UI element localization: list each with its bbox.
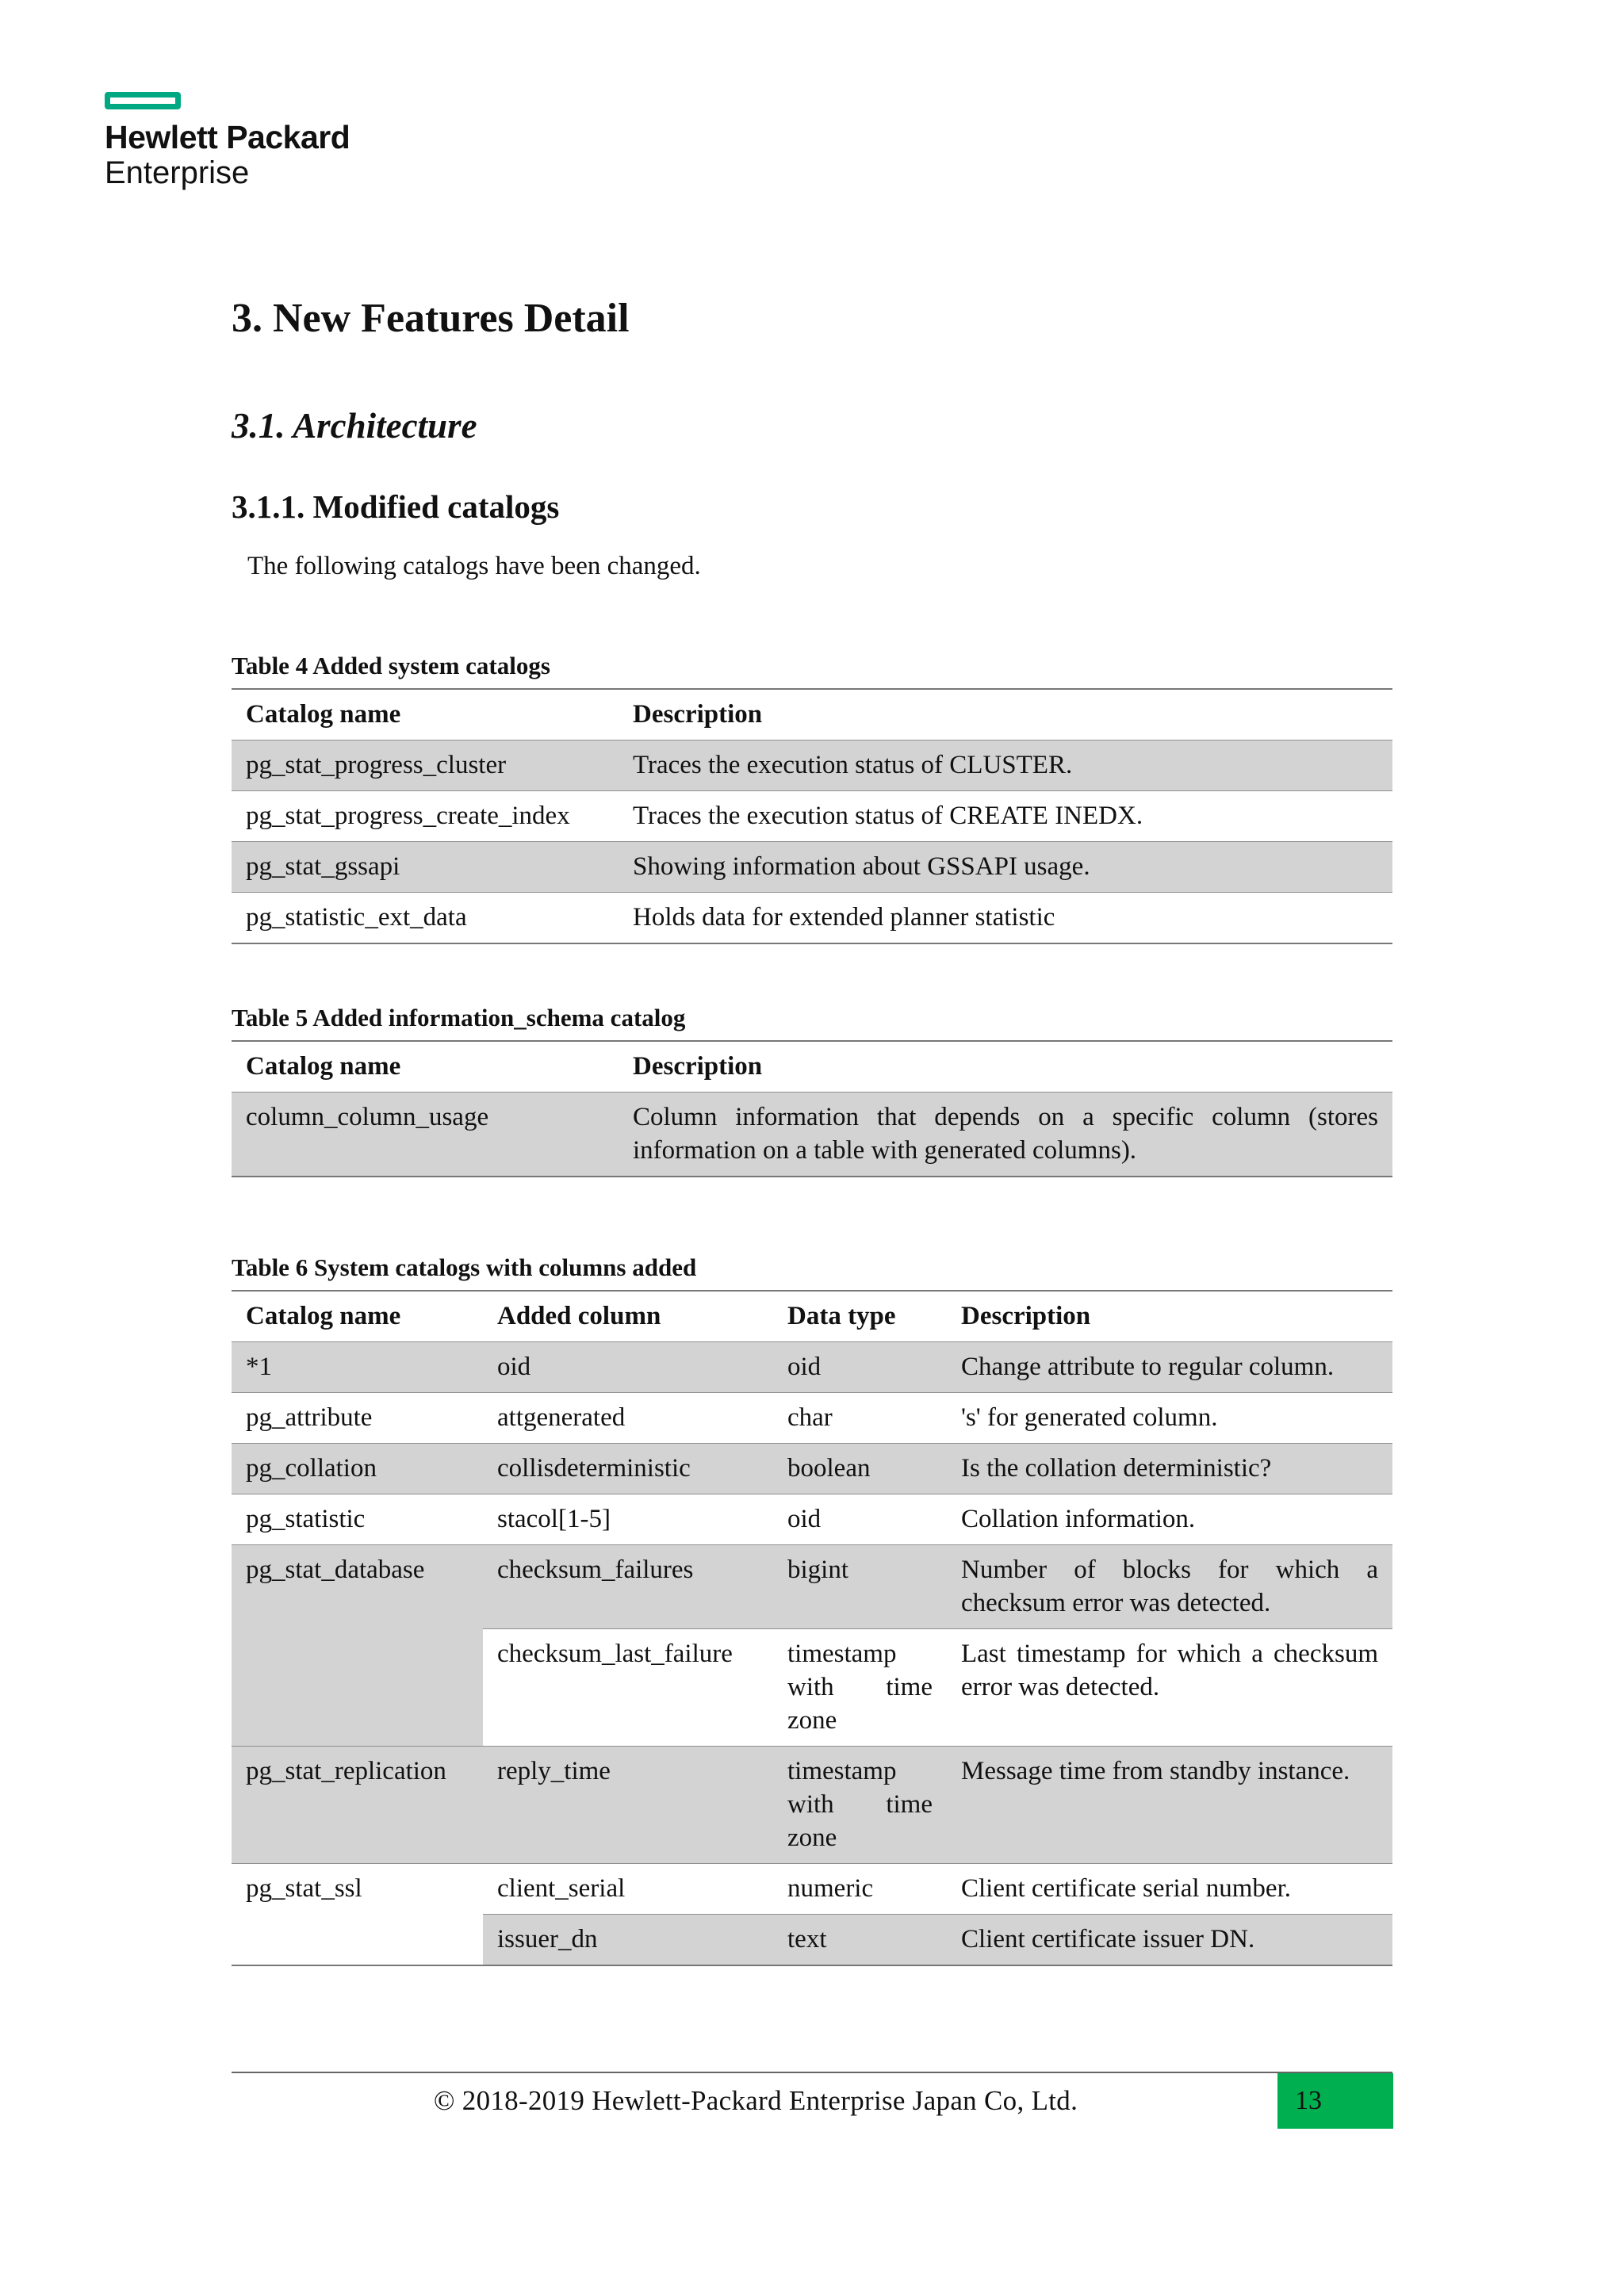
- table-cell: 's' for generated column.: [947, 1393, 1392, 1444]
- section-heading: 3. New Features Detail: [232, 296, 630, 341]
- table-row: [232, 1342, 1392, 1393]
- table-cell: Change attribute to regular column.: [947, 1342, 1392, 1393]
- table-header-row: [232, 689, 1392, 740]
- table-cell: Message time from standby instance.: [947, 1747, 1392, 1864]
- page-number-badge: 13: [1277, 2073, 1393, 2129]
- column-header: Added column: [483, 1291, 773, 1342]
- table-row: [232, 1864, 1392, 1915]
- table-cell: Traces the execution status of CLUSTER.: [619, 740, 1392, 791]
- column-header: Catalog name: [232, 689, 619, 740]
- table-row: [232, 1393, 1392, 1444]
- table-cell: Holds data for extended planner statistic: [619, 893, 1392, 944]
- table-cell: pg_statistic: [232, 1494, 483, 1545]
- table-cell: oid: [773, 1342, 947, 1393]
- table-cell: char: [773, 1393, 947, 1444]
- table-cell: boolean: [773, 1444, 947, 1494]
- footer-divider: [232, 2072, 1392, 2073]
- table-cell: bigint: [773, 1545, 947, 1629]
- table-row: [232, 1093, 1392, 1177]
- table-cell: Collation information.: [947, 1494, 1392, 1545]
- table-cell: attgenerated: [483, 1393, 773, 1444]
- table-cell: collisdeterministic: [483, 1444, 773, 1494]
- logo-text-line1: Hewlett Packard: [105, 119, 350, 155]
- table-cell: timestamp with time zone: [773, 1629, 947, 1747]
- table-cell: pg_collation: [232, 1444, 483, 1494]
- table-cell: stacol[1-5]: [483, 1494, 773, 1545]
- table-row: [232, 791, 1392, 842]
- logo-text-line2: Enterprise: [105, 155, 250, 190]
- hpe-logo: [105, 92, 350, 190]
- hpe-logo-rectangle-icon: [105, 92, 181, 109]
- table-cell: column_column_usage: [232, 1093, 619, 1177]
- table-cell: oid: [773, 1494, 947, 1545]
- table-cell: Last timestamp for which a checksum error was detected.: [947, 1629, 1392, 1747]
- table-cell: pg_stat_progress_create_index: [232, 791, 619, 842]
- table-cell: pg_stat_ssl: [232, 1864, 483, 1966]
- table5-caption: Table 5 Added information_schema catalog: [232, 1004, 686, 1031]
- footer-copyright: © 2018-2019 Hewlett-Packard Enterprise Japan Co, Ltd.: [433, 2085, 1078, 2116]
- table-row: [232, 1444, 1392, 1494]
- table-cell: pg_statistic_ext_data: [232, 893, 619, 944]
- column-header: Description: [619, 689, 1392, 740]
- table6-caption: Table 6 System catalogs with columns added: [232, 1253, 697, 1281]
- table-cell: pg_stat_progress_cluster: [232, 740, 619, 791]
- subsection-heading: 3.1. Architecture: [232, 406, 477, 446]
- table-row: [232, 893, 1392, 944]
- table-row: [232, 1747, 1392, 1864]
- table6: [232, 1290, 1392, 1966]
- table4: [232, 688, 1392, 944]
- table-cell: pg_stat_replication: [232, 1747, 483, 1864]
- column-header: Catalog name: [232, 1291, 483, 1342]
- column-header: Description: [619, 1041, 1392, 1093]
- table-cell: *1: [232, 1342, 483, 1393]
- column-header: Catalog name: [232, 1041, 619, 1093]
- table-cell: checksum_last_failure: [483, 1629, 773, 1747]
- table5: [232, 1040, 1392, 1177]
- table-cell: Client certificate serial number.: [947, 1864, 1392, 1915]
- table-cell: pg_attribute: [232, 1393, 483, 1444]
- table-cell: Showing information about GSSAPI usage.: [619, 842, 1392, 893]
- table-cell: Client certificate issuer DN.: [947, 1915, 1392, 1966]
- table-cell: timestamp with time zone: [773, 1747, 947, 1864]
- table-cell: text: [773, 1915, 947, 1966]
- subsubsection-heading: 3.1.1. Modified catalogs: [232, 488, 560, 525]
- intro-paragraph: The following catalogs have been changed.: [247, 552, 701, 580]
- table-cell: Is the collation deterministic?: [947, 1444, 1392, 1494]
- column-header: Description: [947, 1291, 1392, 1342]
- table-row: [232, 1545, 1392, 1629]
- table-row: [232, 842, 1392, 893]
- table4-caption: Table 4 Added system catalogs: [232, 652, 550, 679]
- table-cell: pg_stat_database: [232, 1545, 483, 1747]
- table-cell: Column information that depends on a specific column (stores information on a table with generated columns).: [619, 1093, 1392, 1177]
- table-cell: Number of blocks for which a checksum error was detected.: [947, 1545, 1392, 1629]
- table-row: [232, 740, 1392, 791]
- table-row: [232, 1494, 1392, 1545]
- table-header-row: [232, 1041, 1392, 1093]
- table-cell: client_serial: [483, 1864, 773, 1915]
- table-cell: issuer_dn: [483, 1915, 773, 1966]
- table-cell: numeric: [773, 1864, 947, 1915]
- table-cell: checksum_failures: [483, 1545, 773, 1629]
- table-header-row: [232, 1291, 1392, 1342]
- table-cell: oid: [483, 1342, 773, 1393]
- table-cell: reply_time: [483, 1747, 773, 1864]
- column-header: Data type: [773, 1291, 947, 1342]
- table-cell: pg_stat_gssapi: [232, 842, 619, 893]
- table-cell: Traces the execution status of CREATE INEDX.: [619, 791, 1392, 842]
